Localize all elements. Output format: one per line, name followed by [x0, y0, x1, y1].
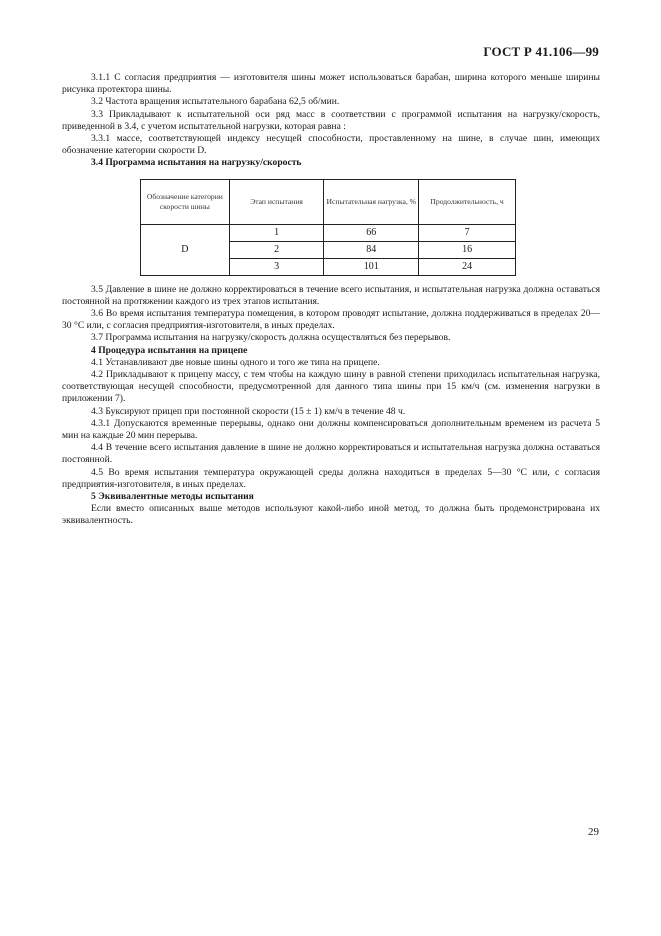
- table-row: [141, 224, 516, 241]
- paragraph-3-6: 3.6 Во время испытания температура помещения, в котором проводят испытание, должна поддерживаться в пределах 20—30 °С или, с согласия предприятия-изготовителя, в иных пределах.: [62, 308, 600, 332]
- paragraph-4-3: 4.3 Буксируют прицеп при постоянной скорости (15 ± 1) км/ч в течение 48 ч.: [91, 405, 406, 417]
- load-cell: 84: [324, 241, 419, 258]
- paragraph-3-7: 3.7 Программа испытания на нагрузку/скорость должна осуществляться без перерывов.: [91, 332, 451, 344]
- table-title: 3.4 Программа испытания на нагрузку/скорость: [91, 157, 302, 169]
- header-duration: Продолжительность, ч: [419, 179, 516, 224]
- paragraph-4-3-1: 4.3.1 Допускаются временные перерывы, однако они должны компенсироваться дополнительным временем из расчета 5 мин на каждые 20 мин перерыва.: [62, 417, 600, 442]
- section-heading-4: 4 Процедура испытания на прицепе: [91, 344, 248, 356]
- paragraph-4-2: 4.2 Прикладывают к прицепу массу, с тем чтобы на каждую шину в равной степени приходилась испытательная нагрузка, соответствующая несущей способности, предусмотренной для данного типа шины при 15 км/ч (см. изменения нагрузки в приложении 7).: [62, 369, 600, 405]
- load-cell: 66: [324, 224, 419, 241]
- paragraph-3-3-1: 3.3.1 массе, соответствующей индексу несущей способности, проставленному на шине, в случае шин, имеющих обозначение категории скорости D.: [62, 133, 600, 157]
- duration-cell: 7: [419, 224, 516, 241]
- test-program-table: [140, 179, 516, 276]
- header-test-stage: Этап испытания: [229, 179, 324, 224]
- document-code: ГОСТ Р 41.106—99: [483, 44, 599, 59]
- paragraph-3-1-1: 3.1.1 С согласия предприятия — изготовителя шины может использоваться барабан, ширина которого меньше ширины рисунка протектора шины.: [62, 72, 600, 96]
- test-program-table-wrapper: [140, 179, 600, 276]
- header-speed-category: Обозначение категории скорости шины: [141, 179, 230, 224]
- table-header-row: [141, 179, 516, 224]
- load-cell: 101: [324, 258, 419, 275]
- speed-category-cell: D: [141, 224, 230, 275]
- duration-cell: 16: [419, 241, 516, 258]
- duration-cell: 24: [419, 258, 516, 275]
- stage-cell: 1: [229, 224, 324, 241]
- paragraph-4-5: 4.5 Во время испытания температура окружающей среды должна находиться в пределах 5—30 °С или, с согласия предприятия-изготовителя, в иных пределах.: [62, 466, 600, 490]
- paragraph-3-2: 3.2 Частота вращения испытательного барабана 62,5 об/мин.: [91, 96, 340, 108]
- page-number: 29: [588, 826, 599, 838]
- stage-cell: 2: [229, 241, 324, 258]
- paragraph-5: Если вместо описанных выше методов используют какой-либо иной метод, то должна быть продемонстрирована их эквивалентность.: [62, 503, 600, 527]
- paragraph-3-5: 3.5 Давление в шине не должно корректироваться в течение всего испытания, и испытательная нагрузка должна оставаться постоянной на протяжении каждого из трех этапов испытания.: [62, 283, 600, 307]
- section-heading-5: 5 Эквивалентные методы испытания: [91, 491, 254, 503]
- paragraph-4-1: 4.1 Устанавливают две новые шины одного и того же типа на прицепе.: [91, 356, 380, 368]
- paragraph-4-4: 4.4 В течение всего испытания давление в шине не должно корректироваться и испытательная нагрузка должна оставаться постоянной.: [62, 442, 600, 466]
- paragraph-3-3: 3.3 Прикладывают к испытательной оси ряд масс в соответствии с программой испытания на нагрузку/скорость, приведенной в 3.4, с учетом испытательной нагрузки, которая равна :: [62, 108, 600, 132]
- document-body: [62, 72, 600, 528]
- stage-cell: 3: [229, 258, 324, 275]
- header-test-load: Испытательная нагрузка, %: [324, 179, 419, 224]
